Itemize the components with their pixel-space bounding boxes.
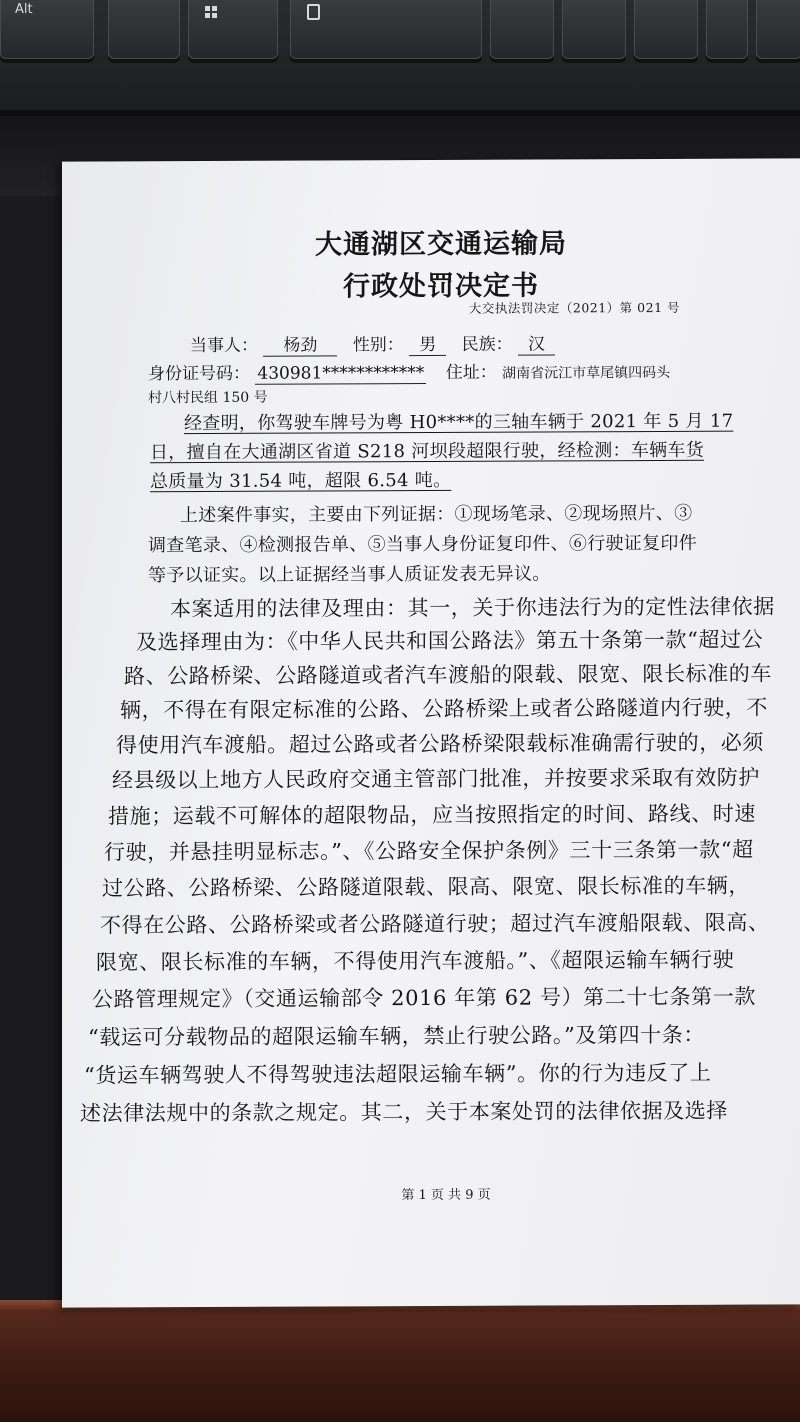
law-line: 不得在公路、公路桥梁或者公路隧道行驶；超过汽车渡船限载、限高、 xyxy=(100,910,770,938)
law-line: 及选择理由为：《中华人民共和国公路法》第五十条第一款“超过公 xyxy=(136,627,764,655)
key xyxy=(706,0,748,59)
law-line: 述法律法规中的条款之规定。其二，关于本案处罚的法律依据及选择 xyxy=(80,1098,728,1126)
document-subtitle: 行政处罚决定书 xyxy=(343,270,539,303)
findings-line: 经查明，你驾驶车牌号为粤 H0****的三轴车辆于 2021 年 5 月 17 xyxy=(184,410,734,435)
party-value: 杨劲 xyxy=(263,335,337,356)
law-line: 行驶，并悬挂明显标志。”、《公路安全保护条例》三十三条第一款“超 xyxy=(104,837,754,865)
findings-line: 总质量为 31.54 吨，超限 6.54 吨。 xyxy=(150,469,452,493)
party-label: 当事人： xyxy=(190,335,258,357)
address-label: 住址： xyxy=(445,362,497,383)
ethnicity-label: 民族： xyxy=(461,334,513,355)
law-line: 辆，不得在有限定标准的公路、公路桥梁上或者公路隧道内行驶，不 xyxy=(120,695,768,723)
keyboard xyxy=(0,0,800,116)
key xyxy=(756,0,800,59)
evidence-line: 等予以证实。以上证据经当事人质证发表无异议。 xyxy=(148,563,551,587)
key xyxy=(562,0,626,59)
id-label: 身份证号码： xyxy=(148,363,250,385)
key xyxy=(108,0,180,59)
alt-key-label: Alt xyxy=(15,2,33,17)
key xyxy=(490,0,554,59)
party-info-line xyxy=(190,329,555,356)
gender-value: 男 xyxy=(409,335,446,356)
id-address-line xyxy=(148,357,670,384)
alt-key xyxy=(0,0,94,59)
law-line: 本案适用的法律及理由：其一，关于你违法行为的定性法律依据 xyxy=(170,594,775,622)
document-number: 大交执法罚决定（2021）第 021 号 xyxy=(468,299,680,316)
law-line: 得使用汽车渡船。超过公路或者公路桥梁限载标准确需行驶的，必须 xyxy=(116,730,764,758)
law-line: 过公路、公路桥梁、公路隧道限载、限高、限宽、限长标准的车辆， xyxy=(102,873,750,901)
law-line: 路、公路桥梁、公路隧道或者汽车渡船的限载、限宽、限长标准的车 xyxy=(124,661,772,689)
law-line: 措施；运载不可解体的超限物品，应当按照指定的时间、路线、时速 xyxy=(108,801,756,829)
document-page xyxy=(62,158,800,1307)
page-footer: 第 1 页 共 9 页 xyxy=(401,1187,491,1204)
windows-key xyxy=(188,0,278,59)
key xyxy=(634,0,698,59)
gender-label: 性别： xyxy=(352,335,404,356)
law-line: 经县级以上地方人民政府交通主管部门批准，并按要求采取有效防护 xyxy=(112,765,760,793)
law-line: “载运可分载物品的超限运输车辆，禁止行驶公路。”及第四十条： xyxy=(88,1022,705,1050)
space-key xyxy=(290,0,482,59)
evidence-line: 上述案件事实，主要由下列证据：①现场笔录、②现场照片、③ xyxy=(180,502,693,527)
law-line: “货运车辆驾驶人不得驾驶违法超限运输车辆”。你的行为违反了上 xyxy=(84,1060,712,1088)
id-value: 430981************ xyxy=(257,363,425,384)
evidence-line: 调查笔录、④检测报告单、⑤当事人身份证复印件、⑥行驶证复印件 xyxy=(148,532,697,557)
ethnicity-value: 汉 xyxy=(518,334,555,355)
document-title: 大通湖区交通运输局 xyxy=(315,228,567,261)
address-continued: 村八村民组 150 号 xyxy=(148,389,268,407)
law-line: 公路管理规定》（交通运输部令 2016 年第 62 号）第二十七条第一款 xyxy=(92,984,756,1012)
menu-icon xyxy=(307,4,320,20)
windows-logo-icon xyxy=(205,6,217,18)
law-line: 限宽、限长标准的车辆，不得使用汽车渡船。”、《超限运输车辆行驶 xyxy=(96,947,735,975)
table-edge xyxy=(0,1300,800,1422)
address-value: 湖南省沅江市草尾镇四码头 xyxy=(502,364,671,382)
findings-line: 日，擅自在大通湖区省道 S218 河坝段超限行驶，经检测：车辆车货 xyxy=(150,439,705,464)
